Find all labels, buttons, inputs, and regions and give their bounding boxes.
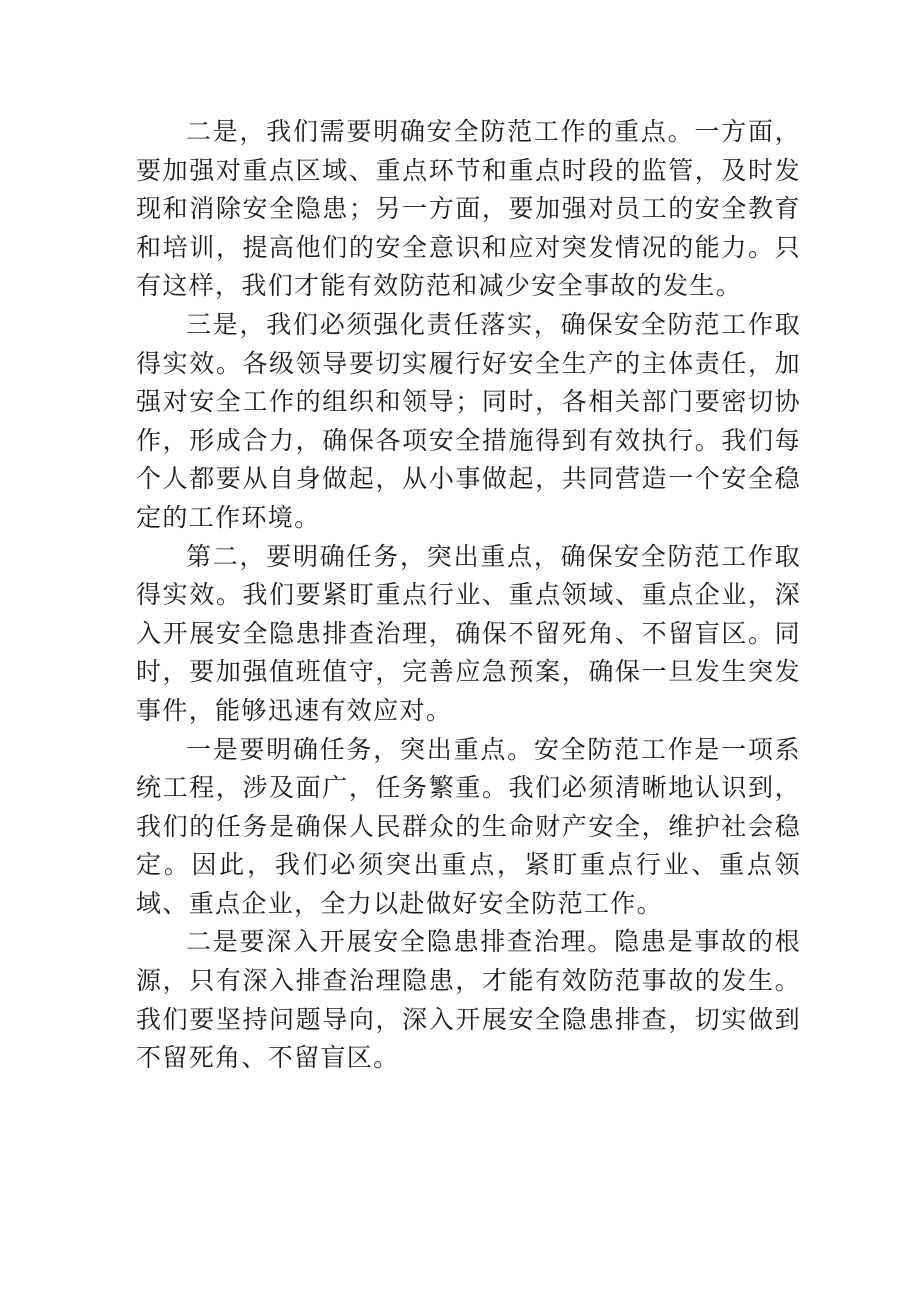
document-body <box>136 113 801 1078</box>
paragraph-2: 三是，我们必须强化责任落实，确保安全防范工作取得实效。各级领导要切实履行好安全生产的主体责任，加强对安全工作的组织和领导；同时，各相关部门要密切协作，形成合力，确保各项安全措施得到有效执行。我们每个人都要从自身做起，从小事做起，共同营造一个安全稳定的工作环境。 <box>136 309 801 532</box>
paragraph-3: 第二，要明确任务，突出重点，确保安全防范工作取得实效。我们要紧盯重点行业、重点领域、重点企业，深入开展安全隐患排查治理，确保不留死角、不留盲区。同时，要加强值班值守，完善应急预案，确保一旦发生突发事件，能够迅速有效应对。 <box>136 541 801 725</box>
paragraph-1: 二是，我们需要明确安全防范工作的重点。一方面，要加强对重点区域、重点环节和重点时段的监管，及时发现和消除安全隐患；另一方面，要加强对员工的安全教育和培训，提高他们的安全意识和应对突发情况的能力。只有这样，我们才能有效防范和减少安全事故的发生。 <box>136 117 801 301</box>
paragraph-5: 二是要深入开展安全隐患排查治理。隐患是事故的根源，只有深入排查治理隐患，才能有效防范事故的发生。我们要坚持问题导向，深入开展安全隐患排查，切实做到不留死角、不留盲区。 <box>136 927 801 1073</box>
paragraph-4: 一是要明确任务，突出重点。安全防范工作是一项系统工程，涉及面广，任务繁重。我们必须清晰地认识到，我们的任务是确保人民群众的生命财产安全，维护社会稳定。因此，我们必须突出重点，紧盯重点行业、重点领域、重点企业，全力以赴做好安全防范工作。 <box>136 734 801 918</box>
